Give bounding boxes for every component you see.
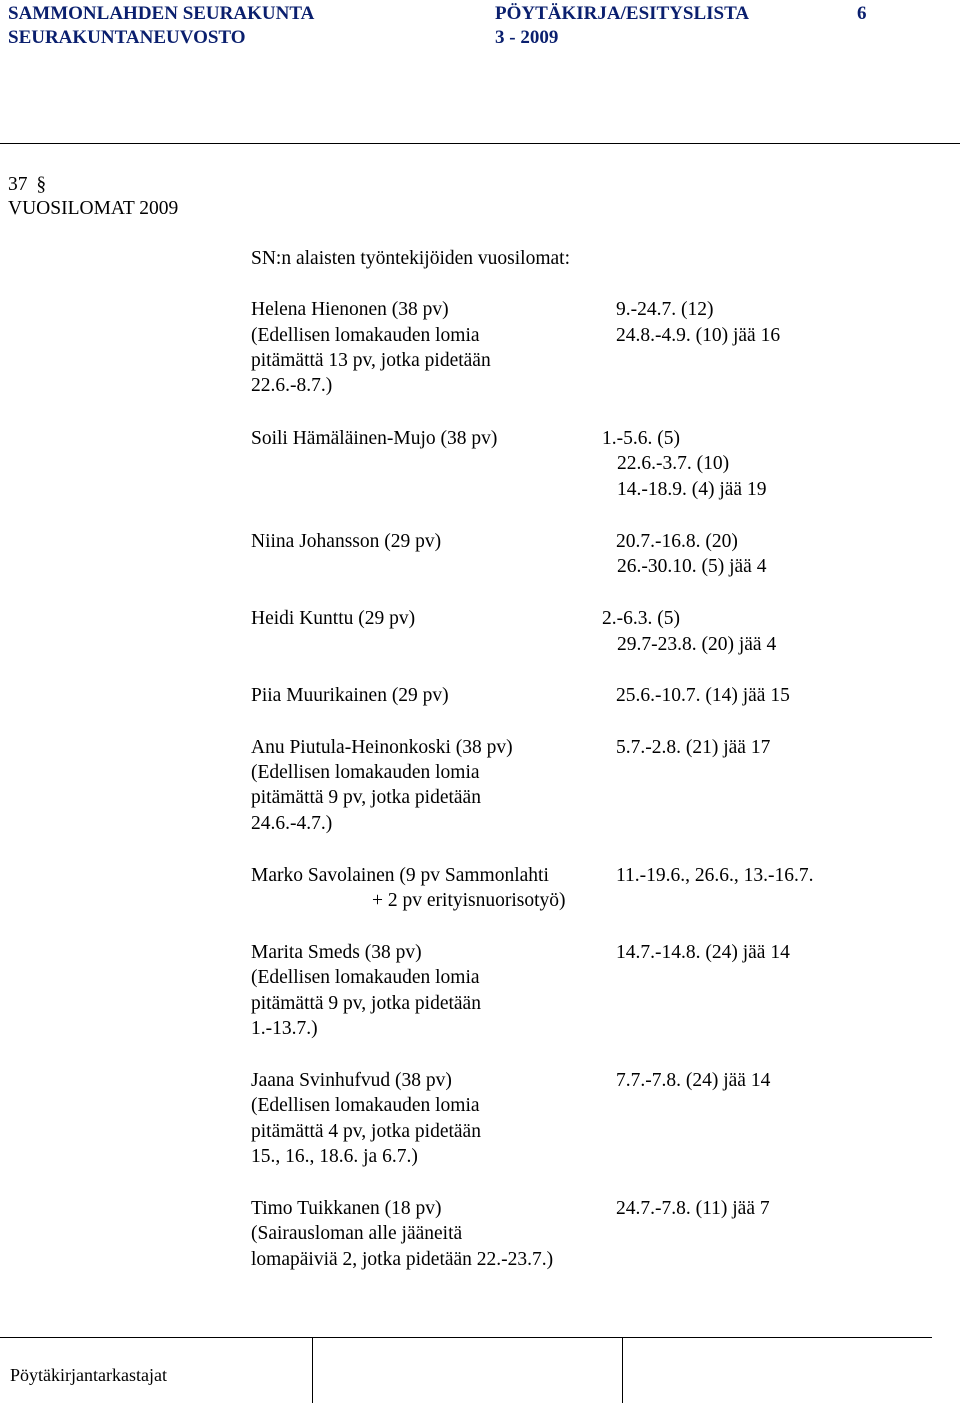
entry-dates: 22.6.-3.7. (10) <box>617 453 730 474</box>
entry-note: (Edellisen lomakauden lomia <box>251 762 480 783</box>
meeting-number: 3 - 2009 <box>495 27 559 48</box>
entry-dates: 29.7-23.8. (20) jää 4 <box>617 634 777 655</box>
section-symbol: § <box>36 174 47 195</box>
entry-note: pitämättä 4 pv, jotka pidetään <box>251 1121 481 1142</box>
entry-note: pitämättä 9 pv, jotka pidetään <box>251 787 481 808</box>
entry-note: + 2 pv erityisnuorisotyö) <box>372 890 566 911</box>
entry-name: Marko Savolainen (9 pv Sammonlahti <box>251 865 549 886</box>
entry-note: (Sairausloman alle jääneitä <box>251 1223 463 1244</box>
entry-note: 24.6.-4.7.) <box>251 813 333 834</box>
entry-name: Anu Piutula-Heinonkoski (38 pv) <box>251 737 513 758</box>
entry-note: 1.-13.7.) <box>251 1018 318 1039</box>
entry-dates: 7.7.-7.8. (24) jää 14 <box>616 1070 771 1091</box>
entry-note: (Edellisen lomakauden lomia <box>251 325 480 346</box>
entry-name: Timo Tuikkanen (18 pv) <box>251 1198 442 1219</box>
entry-note: (Edellisen lomakauden lomia <box>251 1095 480 1116</box>
entry-name: Jaana Svinhufvud (38 pv) <box>251 1070 452 1091</box>
doc-type: PÖYTÄKIRJA/ESITYSLISTA <box>495 3 750 24</box>
entry-dates: 20.7.-16.8. (20) <box>616 531 738 552</box>
entry-note: lomapäiviä 2, jotka pidetään 22.-23.7.) <box>251 1249 554 1270</box>
footer-label: Pöytäkirjantarkastajat <box>10 1365 167 1385</box>
entry-dates: 11.-19.6., 26.6., 13.-16.7. <box>616 865 814 886</box>
footer-divider <box>622 1337 623 1403</box>
entry-dates: 1.-5.6. (5) <box>602 428 680 449</box>
entry-dates: 25.6.-10.7. (14) jää 15 <box>616 685 790 706</box>
entry-note: pitämättä 9 pv, jotka pidetään <box>251 993 481 1014</box>
body-name: SEURAKUNTANEUVOSTO <box>8 27 246 48</box>
header-rule <box>0 143 960 144</box>
org-name: SAMMONLAHDEN SEURAKUNTA <box>8 3 315 24</box>
footer-divider <box>312 1337 313 1403</box>
entry-note: 15., 16., 18.6. ja 6.7.) <box>251 1146 418 1167</box>
entry-dates: 14.-18.9. (4) jää 19 <box>617 479 767 500</box>
entry-note: pitämättä 13 pv, jotka pidetään <box>251 350 491 371</box>
entry-dates: 24.7.-7.8. (11) jää 7 <box>616 1198 770 1219</box>
entry-dates: 14.7.-14.8. (24) jää 14 <box>616 942 790 963</box>
entry-dates: 26.-30.10. (5) jää 4 <box>617 556 767 577</box>
entry-name: Helena Hienonen (38 pv) <box>251 299 449 320</box>
entry-dates: 2.-6.3. (5) <box>602 608 680 629</box>
entry-note: 22.6.-8.7.) <box>251 375 333 396</box>
entry-name: Heidi Kunttu (29 pv) <box>251 608 416 629</box>
entry-dates: 24.8.-4.9. (10) jää 16 <box>616 325 781 346</box>
footer-rule <box>0 1337 932 1338</box>
entry-dates: 9.-24.7. (12) <box>616 299 714 320</box>
entry-note: (Edellisen lomakauden lomia <box>251 967 480 988</box>
entry-name: Marita Smeds (38 pv) <box>251 942 422 963</box>
section-intro: SN:n alaisten työntekijöiden vuosilomat: <box>251 248 571 269</box>
entry-name: Soili Hämäläinen-Mujo (38 pv) <box>251 428 498 449</box>
section-number-line <box>8 173 46 197</box>
section-title: VUOSILOMAT 2009 <box>8 198 179 219</box>
entry-dates: 5.7.-2.8. (21) jää 17 <box>616 737 771 758</box>
section-number: 37 <box>8 174 28 195</box>
entry-name: Niina Johansson (29 pv) <box>251 531 442 552</box>
page-number: 6 <box>857 3 867 24</box>
entry-name: Piia Muurikainen (29 pv) <box>251 685 449 706</box>
